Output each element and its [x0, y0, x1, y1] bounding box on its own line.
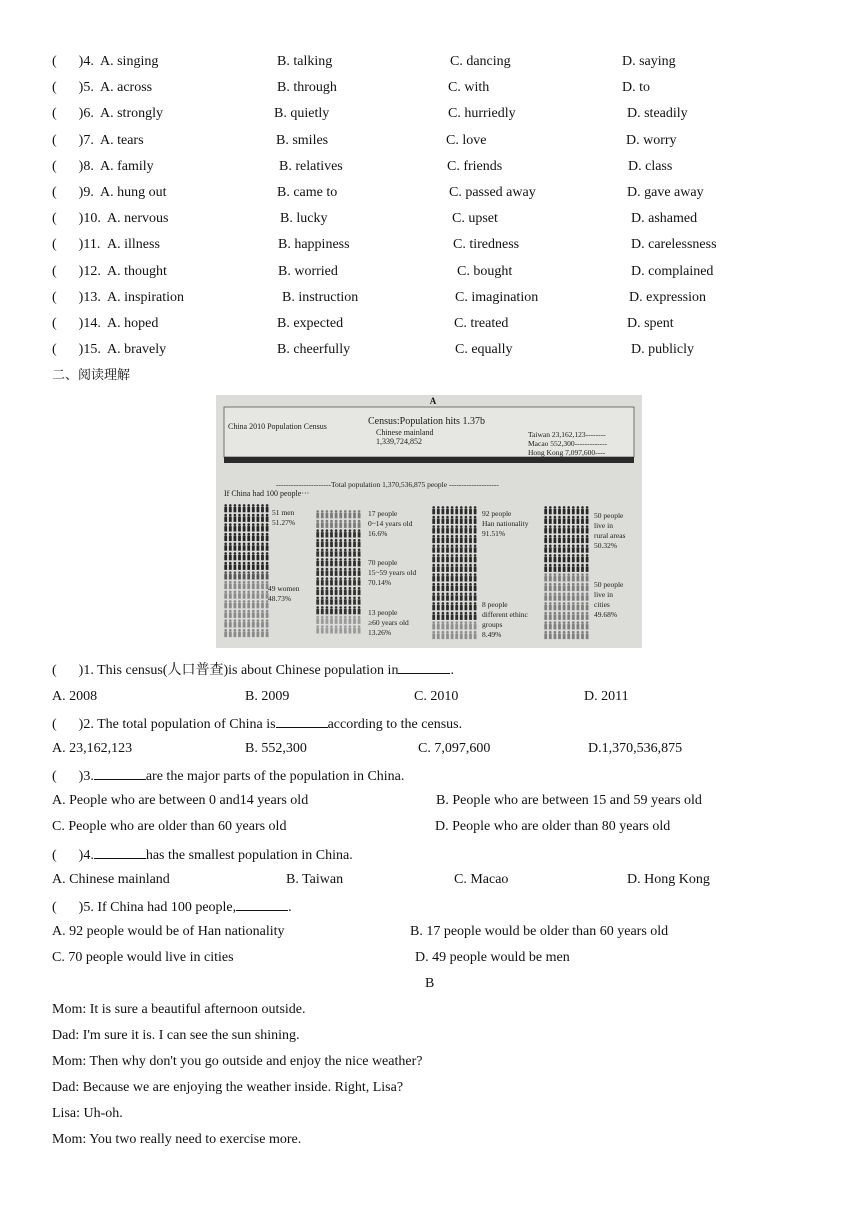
- q2-option-c: C. 7,097,600: [418, 741, 491, 756]
- cloze-option-d: D. gave away: [627, 185, 704, 200]
- cloze-option-a: A. across: [100, 80, 153, 96]
- age-15-59-count: 70 people: [368, 558, 398, 567]
- cloze-option-c: C. treated: [454, 316, 509, 331]
- cloze-option-c: C. imagination: [455, 289, 539, 305]
- question-5: ( )5. If China had 100 people, .: [52, 897, 292, 917]
- q5-option-c: C. 70 people would live in cities: [52, 950, 234, 965]
- ethnic-label-2: groups: [482, 620, 503, 629]
- hongkong-value: Hong Kong 7,097,600----: [528, 448, 606, 457]
- cloze-option-c: C. friends: [447, 158, 503, 174]
- dialogue-line: Mom: You two really need to exercise more.: [52, 1132, 302, 1147]
- women-percent: 48.73%: [268, 594, 292, 603]
- macao-value: Macao 552,300-------------: [528, 439, 608, 448]
- city-label-2: cities: [594, 600, 610, 609]
- cloze-paren[interactable]: ( )8.: [52, 158, 94, 174]
- cloze-paren[interactable]: ( )11.: [52, 237, 101, 253]
- cloze-option-a: A. thought: [107, 263, 167, 279]
- cloze-option-c: C. love: [446, 132, 487, 148]
- age-60-label: ≥60 years old: [368, 618, 409, 627]
- cloze-paren[interactable]: ( )4.: [52, 54, 94, 69]
- age-60-count: 13 people: [368, 608, 398, 617]
- q2-option-b: B. 552,300: [245, 741, 307, 756]
- question-3: ( )3. are the major parts of the population in China.: [52, 766, 404, 786]
- cloze-option-a: A. inspiration: [107, 289, 184, 305]
- cloze-option-b: B. happiness: [278, 237, 350, 253]
- age-15-59-percent: 70.14%: [368, 578, 392, 587]
- cloze-option-d: D. spent: [627, 316, 674, 331]
- cloze-option-a: A. tears: [100, 132, 144, 148]
- answer-blank[interactable]: [94, 766, 146, 780]
- q2-option-d: D.1,370,536,875: [588, 741, 683, 756]
- cloze-option-d: D. publicly: [631, 342, 694, 358]
- ethnic-label-1: different ethinc: [482, 610, 528, 619]
- q4-option-d: D. Hong Kong: [627, 872, 710, 887]
- cloze-option-c: C. upset: [452, 211, 498, 227]
- question-1: ( )1. This census(人口普查)is about Chinese population in .: [52, 660, 454, 680]
- dialogue-line: Mom: Then why don't you go outside and enjoy the nice weather?: [52, 1054, 423, 1069]
- cloze-option-d: D. to: [622, 80, 650, 96]
- taiwan-value: Taiwan 23,162,123--------: [528, 430, 606, 439]
- cloze-option-c: C. with: [448, 80, 490, 96]
- q1-option-d: D. 2011: [584, 689, 629, 704]
- cloze-option-c: C. passed away: [449, 185, 536, 200]
- mainland-value: 1,339,724,852: [376, 437, 422, 446]
- q3-option-b: B. People who are between 15 and 59 years old: [436, 793, 702, 808]
- cloze-option-b: B. quietly: [274, 106, 330, 122]
- cloze-paren[interactable]: ( )7.: [52, 132, 94, 148]
- cloze-paren[interactable]: ( )15.: [52, 342, 101, 358]
- ethnic-count: 8 people: [482, 600, 508, 609]
- dialogue-line: Lisa: Uh-oh.: [52, 1106, 123, 1121]
- if-100-label: If China had 100 people···: [224, 489, 310, 498]
- cloze-option-d: D. ashamed: [631, 211, 698, 227]
- q3-option-c: C. People who are older than 60 years old: [52, 819, 287, 834]
- cloze-option-a: A. bravely: [107, 342, 167, 358]
- section-heading: 二、阅读理解: [52, 368, 131, 383]
- cloze-option-a: A. illness: [107, 237, 160, 253]
- cloze-option-b: B. talking: [277, 54, 333, 69]
- answer-blank[interactable]: [236, 897, 288, 911]
- dialogue-line: Dad: Because we are enjoying the weather inside. Right, Lisa?: [52, 1080, 404, 1095]
- cloze-option-d: D. carelessness: [631, 237, 717, 253]
- census-title: China 2010 Population Census: [228, 422, 327, 431]
- q3-option-d: D. People who are older than 80 years old: [435, 819, 671, 834]
- cloze-paren[interactable]: ( )9.: [52, 185, 94, 200]
- cloze-option-b: B. came to: [277, 185, 338, 200]
- q5-option-d: D. 49 people would be men: [415, 950, 570, 965]
- answer-blank[interactable]: [94, 845, 146, 859]
- age-0-14-label: 0~14 years old: [368, 519, 413, 528]
- cloze-option-c: C. equally: [455, 342, 513, 358]
- passage-a-letter: A: [429, 396, 437, 406]
- cloze-option-d: D. complained: [631, 263, 714, 279]
- total-population: ----------------------Total population 1,370,536,875 people --------------------: [276, 480, 499, 489]
- women-count: 49 women: [268, 584, 300, 593]
- city-label-1: live in: [594, 590, 613, 599]
- han-label: Han nationality: [482, 519, 529, 528]
- q3-option-a: A. People who are between 0 and14 years old: [52, 793, 309, 808]
- rural-label-1: live in: [594, 521, 613, 530]
- cloze-option-a: A. strongly: [100, 106, 163, 122]
- cloze-option-c: C. dancing: [450, 54, 511, 69]
- age-15-59-label: 15~59 years old: [368, 568, 417, 577]
- men-percent: 51.27%: [272, 518, 296, 527]
- han-count: 92 people: [482, 509, 512, 518]
- cloze-option-b: B. cheerfully: [277, 342, 351, 358]
- cloze-option-d: D. class: [628, 158, 673, 174]
- cloze-option-c: C. hurriedly: [448, 106, 516, 122]
- cloze-option-a: A. family: [100, 158, 154, 174]
- cloze-paren[interactable]: ( )13.: [52, 289, 101, 305]
- cloze-option-a: A. nervous: [107, 211, 169, 227]
- census-infographic: [216, 395, 642, 648]
- han-percent: 91.51%: [482, 529, 506, 538]
- cloze-option-b: B. instruction: [282, 289, 359, 305]
- cloze-option-b: B. worried: [278, 263, 338, 279]
- dialogue-line: Dad: I'm sure it is. I can see the sun shining.: [52, 1028, 300, 1043]
- cloze-paren[interactable]: ( )6.: [52, 106, 94, 122]
- cloze-paren[interactable]: ( )10.: [52, 211, 101, 227]
- q5-option-b: B. 17 people would be older than 60 years old: [410, 924, 669, 939]
- passage-b-label: B: [425, 976, 435, 991]
- question-4: ( )4. has the smallest population in China.: [52, 845, 353, 865]
- cloze-paren[interactable]: ( )5.: [52, 80, 94, 96]
- cloze-option-d: D. expression: [629, 289, 706, 305]
- q1-option-a: A. 2008: [52, 689, 98, 704]
- cloze-option-d: D. saying: [622, 54, 676, 69]
- mainland-label: Chinese mainland: [376, 428, 434, 437]
- q1-option-b: B. 2009: [245, 689, 290, 704]
- question-2: ( )2. The total population of China is according to the census.: [52, 714, 462, 734]
- q4-option-c: C. Macao: [454, 872, 509, 887]
- cloze-option-b: B. relatives: [279, 158, 343, 174]
- age-0-14-percent: 16.6%: [368, 529, 388, 538]
- dialogue-line: Mom: It is sure a beautiful afternoon outside.: [52, 1002, 306, 1017]
- census-infographic-svg: [216, 395, 642, 648]
- cloze-option-c: C. tiredness: [453, 237, 520, 253]
- cloze-option-a: A. hoped: [107, 316, 159, 331]
- cloze-option-b: B. smiles: [276, 132, 329, 148]
- cloze-option-d: D. worry: [626, 132, 677, 148]
- answer-blank[interactable]: [398, 660, 450, 674]
- men-count: 51 men: [272, 508, 295, 517]
- q1-option-c: C. 2010: [414, 689, 459, 704]
- rural-count: 50 people: [594, 511, 624, 520]
- q2-option-a: A. 23,162,123: [52, 741, 133, 756]
- city-count: 50 people: [594, 580, 624, 589]
- census-headline: Census:Population hits 1.37b: [368, 416, 485, 427]
- cloze-option-b: B. expected: [277, 316, 344, 331]
- rural-percent: 50.32%: [594, 541, 618, 550]
- answer-blank[interactable]: [276, 714, 328, 728]
- city-percent: 49.68%: [594, 610, 618, 619]
- rural-label-2: rural areas: [594, 531, 626, 540]
- cloze-option-a: A. singing: [100, 54, 159, 69]
- q4-option-a: A. Chinese mainland: [52, 872, 170, 887]
- cloze-option-b: B. through: [277, 80, 337, 96]
- q5-option-a: A. 92 people would be of Han nationality: [52, 924, 285, 939]
- age-60-percent: 13.26%: [368, 628, 392, 637]
- ethnic-percent: 8.49%: [482, 630, 502, 639]
- cloze-paren[interactable]: ( )12.: [52, 263, 101, 279]
- cloze-option-a: A. hung out: [100, 185, 167, 200]
- q4-option-b: B. Taiwan: [286, 872, 344, 887]
- cloze-paren[interactable]: ( )14.: [52, 316, 101, 331]
- age-0-14-count: 17 people: [368, 509, 398, 518]
- cloze-option-b: B. lucky: [280, 211, 328, 227]
- cloze-option-d: D. steadily: [627, 106, 688, 122]
- cloze-option-c: C. bought: [457, 263, 513, 279]
